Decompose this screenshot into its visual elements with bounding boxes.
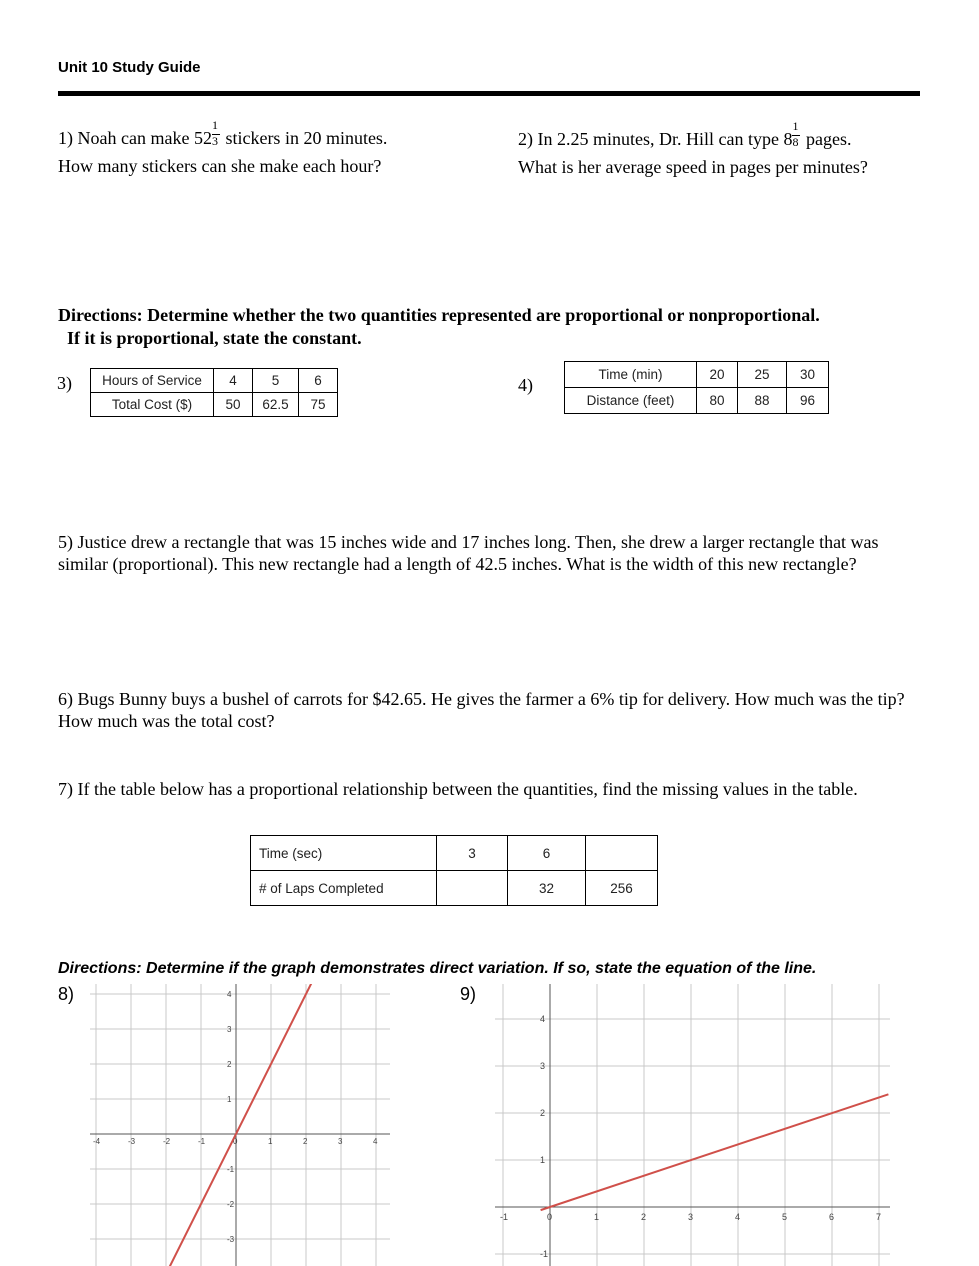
x-tick-label: -4 [93, 1137, 101, 1146]
y-tick-label: -1 [540, 1249, 549, 1259]
fraction-numerator: 1 [211, 118, 218, 132]
question-3-table [90, 368, 338, 417]
y-tick-label: -1 [227, 1165, 235, 1174]
page-title: Unit 10 Study Guide [58, 59, 201, 76]
table-cell: 4 [214, 369, 253, 393]
y-tick-label: 2 [227, 1060, 232, 1069]
question-7: 7) If the table below has a proportional relationship between the quantities, find the missing values in the table. [58, 779, 858, 799]
table-cell: Total Cost ($) [91, 393, 214, 417]
y-tick-label: 4 [227, 990, 232, 999]
x-tick-label: -1 [500, 1212, 509, 1222]
table-cell [437, 871, 508, 906]
y-tick-label: 1 [227, 1095, 232, 1104]
x-tick-label: 1 [594, 1212, 600, 1222]
directions-line-1: Directions: Determine whether the two quantities represented are proportional or nonproportional. [58, 305, 820, 325]
table-cell: 6 [508, 836, 586, 871]
table-cell: Hours of Service [91, 369, 214, 393]
question-6: 6) Bugs Bunny buys a bushel of carrots for $42.65. He gives the farmer a 6% tip for delivery. How much was the tip? How much was the total cost? [58, 689, 905, 731]
question-5: 5) Justice drew a rectangle that was 15 inches wide and 17 inches long. Then, she drew a larger rectangle that was similar (proportional). This new rectangle had a length of 42.5 inches. What is the width of this new rectangle? [58, 532, 879, 574]
x-tick-label: 2 [303, 1137, 308, 1146]
fraction-one-eighth [792, 119, 801, 149]
table-cell: 6 [299, 369, 338, 393]
fraction-numerator: 1 [792, 119, 799, 133]
y-tick-label: 2 [540, 1108, 546, 1118]
question-1 [58, 118, 388, 180]
table-cell: 256 [586, 871, 658, 906]
x-tick-label: 5 [782, 1212, 788, 1222]
table-cell: 32 [508, 871, 586, 906]
question-2-line2: What is her average speed in pages per minutes? [518, 157, 868, 177]
table-cell: 5 [253, 369, 299, 393]
table-cell: 75 [299, 393, 338, 417]
table-cell: 62.5 [253, 393, 299, 417]
table-cell: 88 [738, 388, 787, 414]
graph-8 [90, 984, 390, 1266]
table-cell: Time (min) [565, 362, 697, 388]
x-tick-label: 1 [268, 1137, 273, 1146]
graph-9 [495, 984, 890, 1266]
question-9-number: 9) [460, 984, 477, 1004]
table-row [565, 388, 829, 414]
table-cell: 80 [697, 388, 738, 414]
directions-graphs: Directions: Determine if the graph demonstrates direct variation. If so, state the equation of the line. [58, 960, 817, 977]
x-tick-label: -1 [198, 1137, 206, 1146]
x-tick-label: -2 [163, 1137, 171, 1146]
table-row [91, 393, 338, 417]
x-tick-label: 0 [233, 1137, 238, 1146]
x-tick-label: -3 [128, 1137, 136, 1146]
y-tick-label: 3 [540, 1061, 546, 1071]
question-2 [518, 119, 868, 181]
fraction-one-third [211, 118, 221, 148]
x-tick-label: 4 [373, 1137, 378, 1146]
x-tick-label: 4 [735, 1212, 741, 1222]
question-3-number: 3) [57, 373, 72, 393]
x-tick-label: 0 [547, 1212, 553, 1222]
table-row [251, 836, 658, 871]
table-cell: 96 [787, 388, 829, 414]
table-cell: 20 [697, 362, 738, 388]
y-tick-label: -3 [227, 1235, 235, 1244]
x-tick-label: 2 [641, 1212, 647, 1222]
x-tick-label: 3 [688, 1212, 694, 1222]
directions-proportional [58, 304, 820, 350]
table-cell: Distance (feet) [565, 388, 697, 414]
y-tick-label: 4 [540, 1014, 546, 1024]
x-tick-label: 6 [829, 1212, 835, 1222]
x-tick-label: 3 [338, 1137, 343, 1146]
question-1-suffix: stickers in 20 minutes. [220, 128, 388, 148]
table-row [251, 871, 658, 906]
table-cell [586, 836, 658, 871]
fraction-denominator: 3 [211, 134, 218, 148]
table-cell: 25 [738, 362, 787, 388]
question-2-suffix: pages. [801, 129, 852, 149]
x-tick-label: 7 [876, 1212, 882, 1222]
question-4-table [564, 361, 829, 414]
table-cell: # of Laps Completed [251, 871, 437, 906]
question-8-number: 8) [58, 984, 75, 1004]
y-tick-label: 1 [540, 1155, 546, 1165]
y-tick-label: 3 [227, 1025, 232, 1034]
directions-line-2: If it is proportional, state the constant. [67, 328, 362, 348]
question-1-prefix: 1) Noah can make 52 [58, 128, 212, 148]
table-cell: 30 [787, 362, 829, 388]
table-row [565, 362, 829, 388]
question-1-line2: How many stickers can she make each hour? [58, 156, 382, 176]
question-2-prefix: 2) In 2.25 minutes, Dr. Hill can type 8 [518, 129, 793, 149]
table-cell: Time (sec) [251, 836, 437, 871]
table-cell: 50 [214, 393, 253, 417]
table-row [91, 369, 338, 393]
table-cell: 3 [437, 836, 508, 871]
header-rule [58, 91, 920, 96]
question-7-table [250, 835, 658, 906]
fraction-denominator: 8 [792, 135, 799, 149]
question-4-number: 4) [518, 375, 533, 395]
y-tick-label: -2 [227, 1200, 235, 1209]
